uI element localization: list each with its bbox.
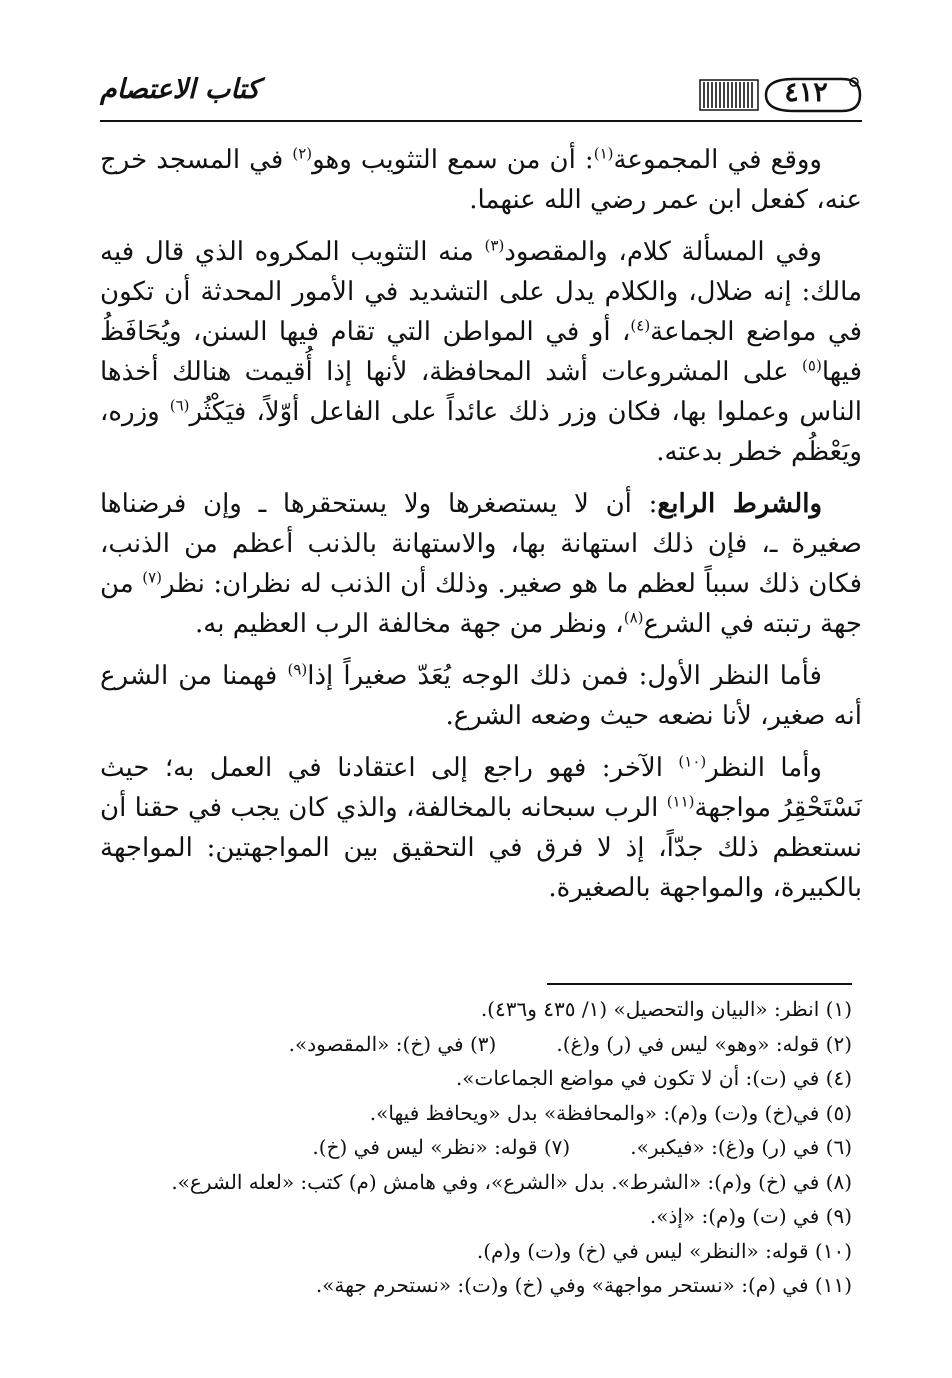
- text-run: ، ونظر من جهة مخالفة الرب العظيم به.: [195, 609, 624, 639]
- footnotes: [90, 992, 852, 1303]
- footnote-line: [90, 992, 852, 1027]
- footnote-ref: (٧): [142, 568, 162, 587]
- footnote: (٢) قوله: «وهو» ليس في (ر) و(غ).: [556, 1031, 852, 1056]
- text-run: وأما النظر: [706, 753, 822, 783]
- text-run: وزره، ويَعْظُم خطر بدعته.: [100, 397, 862, 467]
- footnote: (٦) في (ر) و(غ): «فيكبر».: [630, 1135, 852, 1159]
- running-header: [100, 70, 862, 122]
- paragraph: [100, 232, 862, 472]
- main-text: [100, 140, 862, 920]
- paragraph: [100, 656, 862, 736]
- book-title: كتاب الاعتصام: [100, 74, 260, 105]
- footnote-ref: (٩): [287, 660, 308, 679]
- paragraph: [100, 140, 862, 220]
- footnote-separator: [547, 983, 852, 985]
- text-run: ، أو في المواطن التي تقام فيها السنن، ويُحَافَظُ فيها: [100, 317, 862, 387]
- footnote-ref: (١): [593, 144, 614, 163]
- text-run: فأما النظر الأول: فمن ذلك الوجه يُعَدّ صغيراً إذا: [307, 661, 822, 691]
- footnote-line: [90, 1199, 852, 1234]
- footnote-ref: (١١): [666, 792, 695, 811]
- footnote-ref: (١٠): [678, 752, 707, 771]
- text-run: فهمنا من الشرع أنه صغير، لأنا نضعه حيث وضعه الشرع.: [100, 661, 862, 731]
- footnote-line: [90, 1027, 852, 1062]
- footnote-line: [90, 1061, 852, 1096]
- text-run: على المشروعات أشد المحافظة، لأنها إذا أُقيمت هنالك أخذها الناس وعملوا بها، فكان وزر ذلك عائداً على الفاعل أوّلاً، فيَكْثُر: [100, 357, 862, 427]
- page-number: ٤١٢: [784, 77, 828, 108]
- text-run: من جهة رتبته في الشرع: [100, 569, 862, 639]
- footnote-line: [90, 1165, 852, 1200]
- footnote-ref: (٢): [292, 144, 313, 163]
- text-run: الرب سبحانه بالمخالفة، والذي كان يجب في حقنا أن نستعظم ذلك جدّاً، إذ لا فرق في التحقيق بين المواجهتين: المواجهة بالكبيرة، والمواجهة بالصغيرة.: [100, 793, 862, 903]
- footnote: (٤) في (ت): أن لا تكون في مواضع الجماعات».: [455, 1066, 852, 1090]
- footnote-line: [90, 1096, 852, 1131]
- text-run: : أن من سمع التثويب وهو: [312, 145, 594, 175]
- text-run: وفي المسألة كلام، والمقصود: [504, 237, 822, 267]
- text-run: الآخر: فهو راجع إلى اعتقادنا في العمل به؛ حيث نَسْتَحْقِرُ مواجهة: [100, 753, 862, 823]
- footnote-ref: (٥): [802, 356, 822, 375]
- footnote-ref: (٦): [169, 396, 190, 415]
- footnote-line: [90, 1268, 852, 1303]
- footnote-ref: (٣): [484, 236, 505, 255]
- footnote: (٨) في (خ) و(م): «الشرط». بدل «الشرع»، وفي هامش (م) كتب: «لعله الشرع».: [171, 1169, 852, 1194]
- paragraph: [100, 748, 862, 908]
- footnote: (٣) في (خ): «المقصود».: [288, 1031, 497, 1056]
- footnote-line: [90, 1130, 852, 1165]
- footnote-ref: (٤): [630, 316, 651, 335]
- footnote-ref: (٨): [623, 608, 644, 627]
- footnote: (٥) في(خ) و(ت) و(م): «والمحافظة» بدل «ويحافظ فيها».: [369, 1100, 852, 1125]
- paragraph: [100, 484, 862, 644]
- footnote: (٩) في (ت) و(م): «إذ».: [649, 1204, 852, 1228]
- footnote-line: [90, 1234, 852, 1269]
- text-run: ووقع في المجموعة: [613, 145, 822, 175]
- footnote: (١١) في (م): «نستحر مواجهة» وفي (خ) و(ت): «نستحرم جهة».: [315, 1273, 852, 1297]
- text-run: منه التثويب المكروه الذي قال فيه مالك: إنه ضلال، والكلام يدل على التشديد في الأمور المحدثة أن تكون في مواضع الجماعة: [100, 237, 862, 347]
- footnote: (١٠) قوله: «النظر» ليس في (خ) و(ت) و(م).: [476, 1238, 852, 1263]
- bold-heading: والشرط الرابع: [657, 489, 822, 519]
- footnote: (٧) قوله: «نظر» ليس في (خ).: [312, 1135, 571, 1159]
- footnote: (١) انظر: «البيان والتحصيل» (١/ ٤٣٥ و٤٣٦).: [480, 997, 852, 1021]
- text-run: : أن لا يستصغرها ولا يستحقرها ـ وإن فرضناها صغيرة ـ، فإن ذلك استهانة بها، والاستهانة بالذنب أعظم من الذنب، فكان ذلك سبباً لعظم ما هو صغير. وذلك أن الذنب له نظران: نظر: [100, 489, 863, 599]
- text-run: في المسجد خرج عنه، كفعل ابن عمر رضي الله عنهما.: [100, 145, 862, 215]
